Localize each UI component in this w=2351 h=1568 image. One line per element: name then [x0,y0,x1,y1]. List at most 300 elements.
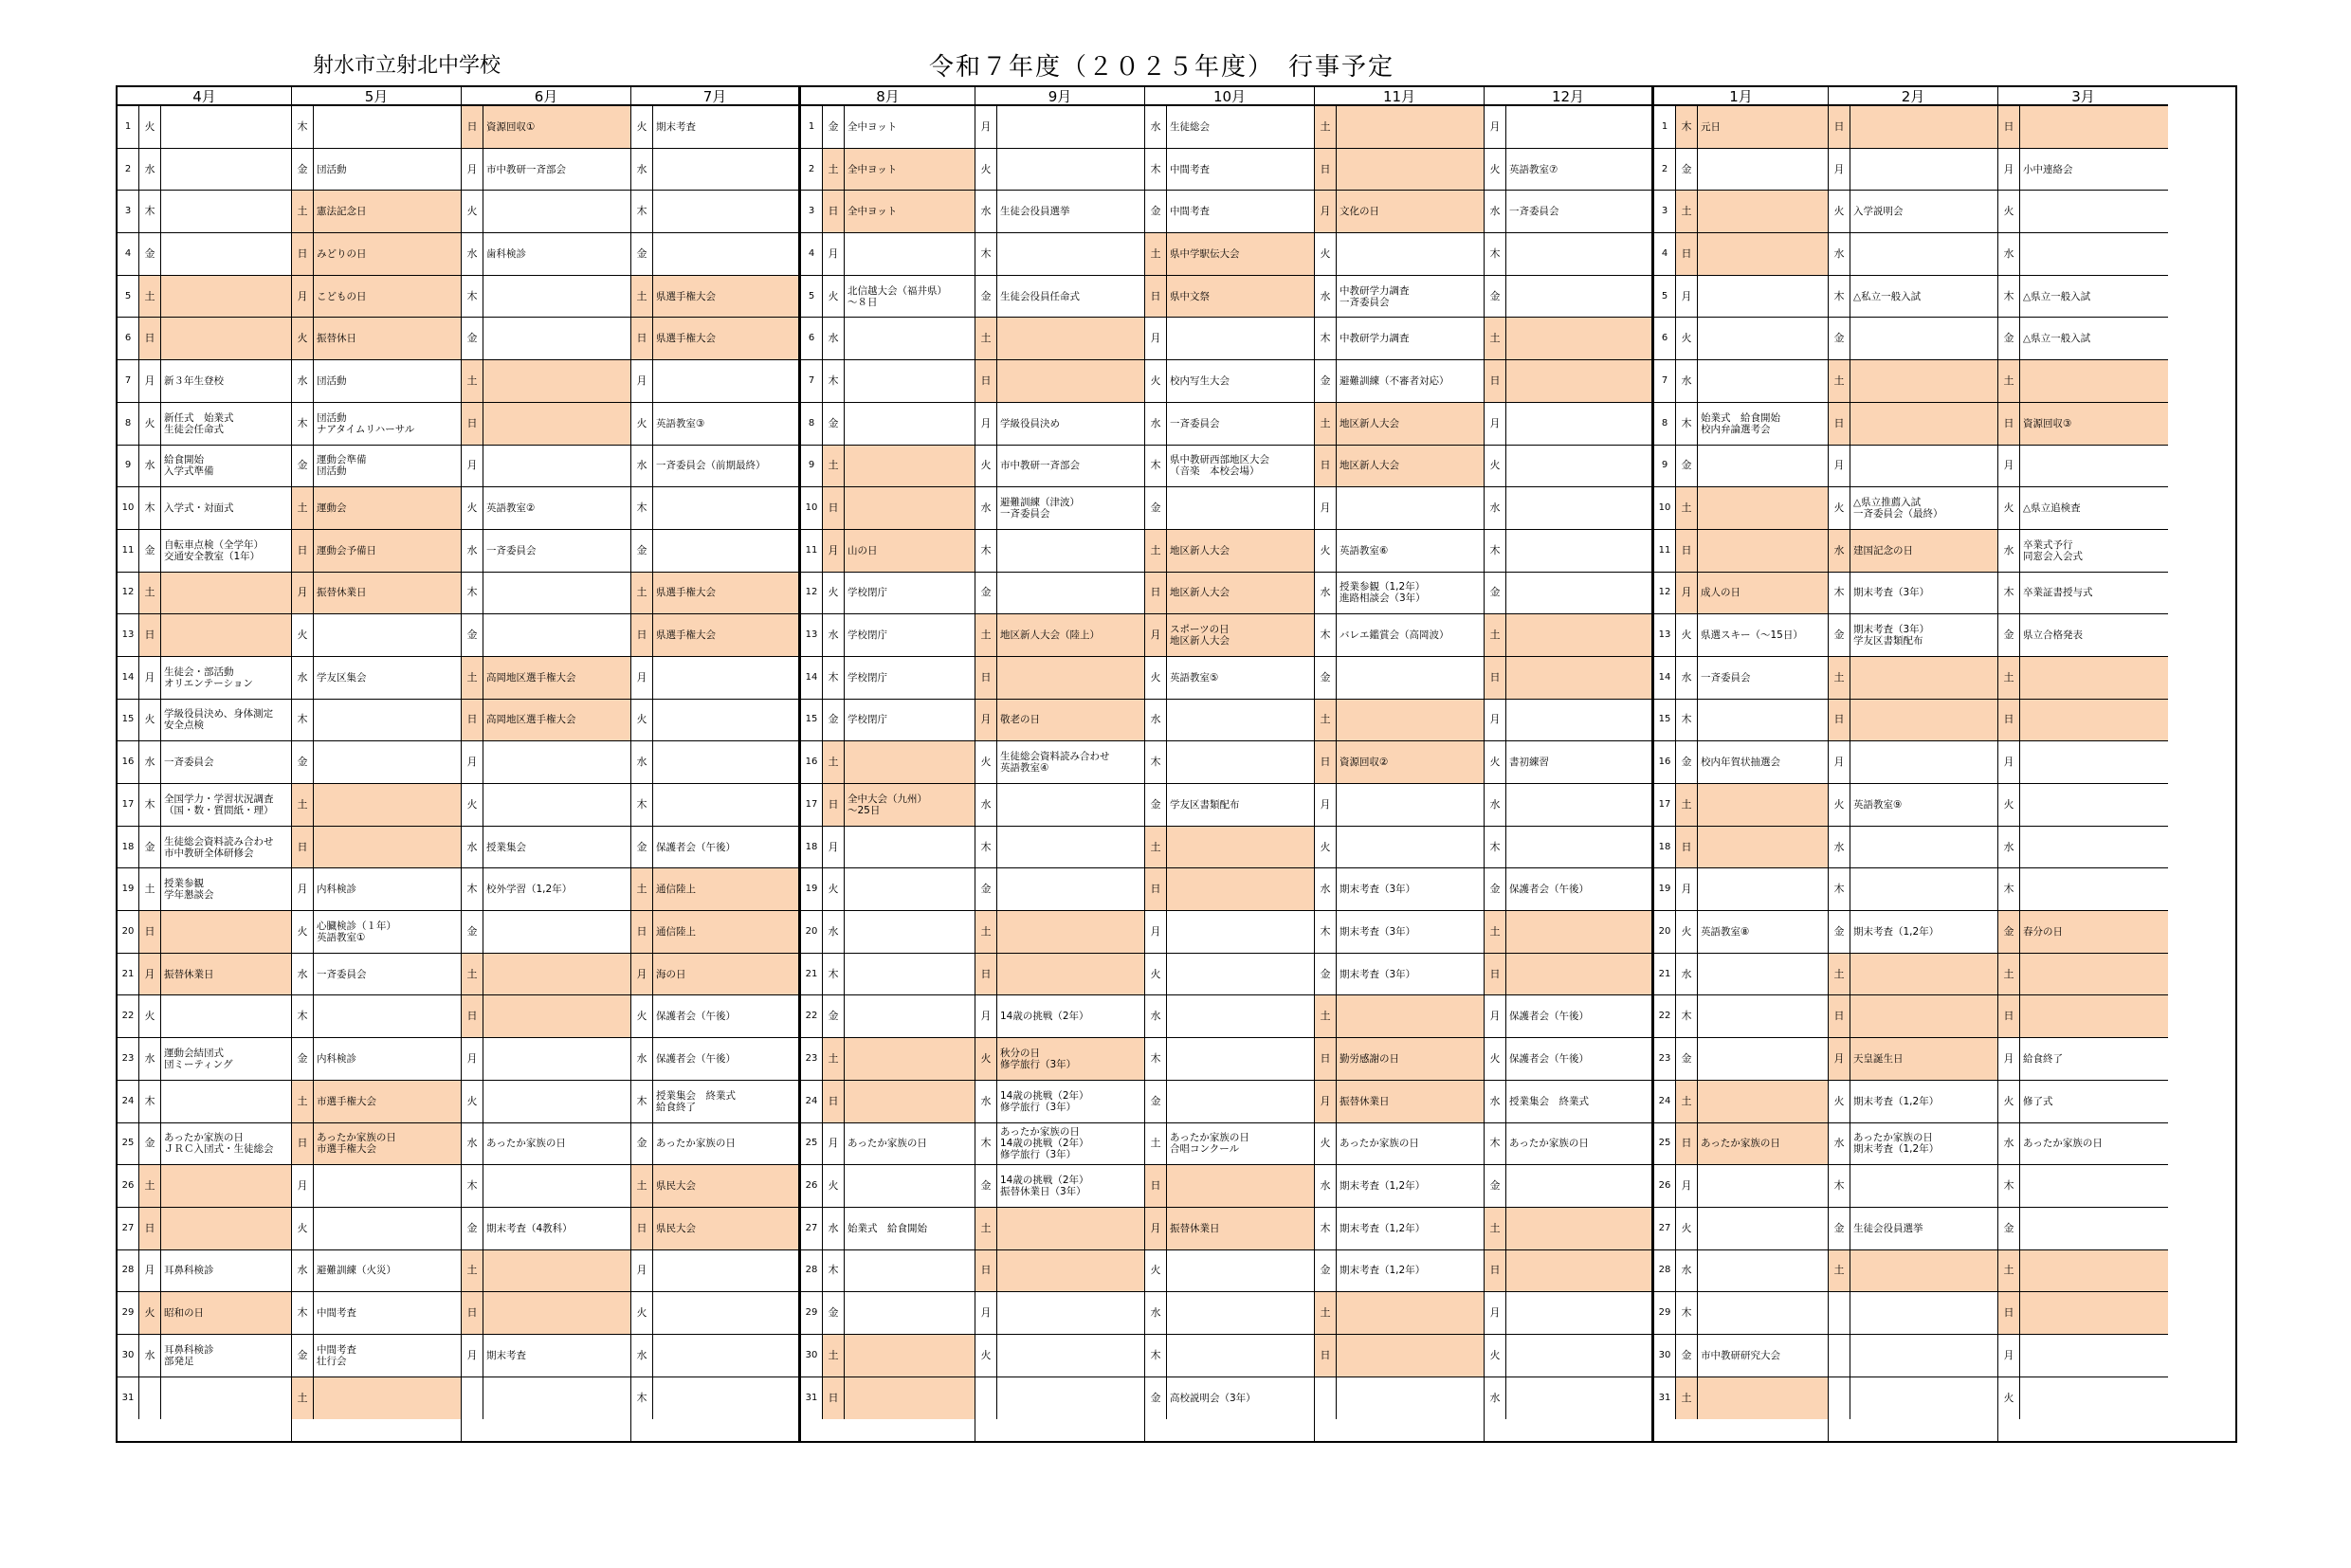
weekday: 火 [462,784,483,826]
day-cell [975,1081,1144,1123]
event-text [483,784,630,826]
weekday: 木 [1676,1292,1698,1334]
event-text [1850,995,1997,1037]
weekday: 水 [1315,276,1337,318]
event-text [845,1335,975,1377]
school-name: 射水市立射北中学校 [313,54,501,78]
weekday: 火 [1998,1081,2020,1122]
event-text [483,1250,630,1292]
weekday: 月 [1998,149,2020,191]
event-text [161,276,291,318]
day-number: 10 [118,487,139,529]
day-cell [292,911,461,954]
event-text [1698,1292,1828,1334]
event-text [483,191,630,232]
event-text [2020,233,2168,275]
weekday: 木 [1145,1038,1167,1080]
weekday: 金 [1485,573,1506,614]
day-cell [1485,487,1651,530]
event-text [997,911,1144,953]
weekday: 金 [975,573,997,614]
day-cell [292,360,461,403]
day-cell [1829,1208,1997,1250]
weekday: 火 [631,1292,653,1334]
day-number: 19 [801,868,823,910]
weekday: 火 [823,573,845,614]
event-text: あったか家族の日 期末考査（1,2年） [1853,1132,1940,1156]
day-cell [801,1208,975,1250]
weekday: 水 [1315,573,1337,614]
day-cell [1998,741,2168,784]
day-cell [631,1250,798,1293]
weekday: 火 [975,149,997,191]
weekday: 水 [1676,360,1698,402]
weekday: 金 [292,446,314,487]
day-cell [462,954,630,996]
event-text [1506,827,1651,868]
day-cell [462,741,630,784]
day-cell [118,1165,291,1208]
event-text: 中間考査 [317,1307,356,1320]
weekday: 水 [975,784,997,826]
weekday: 月 [1145,911,1167,953]
day-cell [1829,530,1997,573]
weekday: 土 [975,614,997,656]
weekday: 木 [823,657,845,699]
weekday: 木 [631,191,653,232]
weekday: 水 [823,318,845,359]
day-cell [1145,700,1314,742]
weekday: 火 [139,403,161,445]
day-cell [1145,1081,1314,1123]
event-text [1506,1208,1651,1249]
day-cell [1485,530,1651,573]
event-text: あったか家族の日 ＪＲＣ入団式・生徒総会 [164,1132,274,1156]
weekday: 木 [1998,276,2020,318]
event-text: 中教研学力調査 [1340,333,1410,345]
event-text: 敬老の日 [997,700,1144,741]
day-cell [1654,1123,1828,1166]
weekday: 水 [1485,1377,1506,1420]
weekday: 金 [823,1292,845,1334]
event-text [2020,827,2168,868]
weekday: 日 [1676,827,1698,868]
weekday: 水 [1485,1081,1506,1122]
day-number: 3 [118,191,139,232]
event-text [653,149,798,191]
weekday: 日 [823,1081,845,1122]
weekday: 火 [1485,741,1506,783]
month-column [1829,87,1998,1441]
event-text [483,1377,630,1420]
day-cell [1654,446,1828,488]
event-text [1506,1377,1651,1420]
event-text: 校外学習（1,2年） [486,884,573,896]
day-number: 7 [801,360,823,402]
event-text [2020,1208,2168,1249]
day-cell [1829,149,1997,191]
day-number: 21 [118,954,139,995]
day-number: 17 [1654,784,1676,826]
weekday: 土 [1145,530,1167,572]
day-cell [631,149,798,191]
event-text: 卒業証書授与式 [2023,587,2093,599]
day-cell [1485,1123,1651,1166]
event-text [1850,1165,1997,1207]
weekday: 火 [1829,1081,1850,1122]
weekday: 木 [1485,530,1506,572]
day-cell [292,1123,461,1166]
day-cell [975,276,1144,319]
weekday: 月 [631,1250,653,1292]
day-cell [1315,1377,1484,1420]
event-text: 一斉委員会 [486,544,537,556]
day-cell [1654,827,1828,869]
weekday: 土 [1145,233,1167,275]
event-text [483,360,630,402]
weekday: 水 [1145,700,1167,741]
event-text: 内科検診 [317,1052,356,1065]
event-text [997,106,1144,148]
event-text [1698,446,1828,487]
weekday: 日 [1145,868,1167,910]
event-text [1850,868,1997,910]
day-cell [801,995,975,1038]
day-cell [801,233,975,276]
day-cell [1145,149,1314,191]
event-text: あったか家族の日 14歳の挑戦（2年） 修学旅行（3年） [1000,1126,1089,1161]
day-cell [1829,106,1997,149]
weekday: 日 [462,403,483,445]
event-text: 団活動 [317,374,347,387]
day-cell [1145,868,1314,911]
day-cell [118,1081,291,1123]
weekday: 土 [1315,403,1337,445]
weekday: 月 [1829,149,1850,191]
event-text [161,573,291,614]
event-text: 小中連絡会 [2023,163,2073,175]
event-text: 地区新人大会 [1167,573,1314,614]
day-number: 29 [118,1292,139,1334]
day-number: 28 [118,1250,139,1292]
day-cell [975,530,1144,573]
day-cell [292,1165,461,1208]
weekday: 土 [1998,657,2020,699]
month-column [462,87,631,1441]
day-cell [462,1038,630,1081]
day-cell [118,614,291,657]
month-header: 1月 [1654,87,1828,106]
event-text [2020,360,2168,402]
event-text [997,573,1144,614]
day-number: 30 [1654,1335,1676,1377]
event-text [1337,233,1484,275]
weekday: 月 [823,530,845,572]
event-text [845,487,975,529]
event-text: 期末考査（1,2年） [1853,925,1940,938]
weekday: 水 [975,487,997,529]
event-text [1850,403,1997,445]
day-cell [1829,191,1997,233]
event-text: 一斉委員会（前期最終） [656,460,766,472]
day-cell [118,149,291,191]
day-cell [1485,995,1651,1038]
event-text: 期末考査（1,2年） [1340,1265,1426,1277]
event-text: 授業参観 学年懇談会 [164,878,214,902]
weekday: 土 [1676,191,1698,232]
event-text: △県立一般入試 [2023,290,2091,302]
weekday: 木 [631,1081,653,1122]
weekday: 水 [1829,530,1850,572]
weekday: 火 [1145,360,1167,402]
weekday: 火 [1676,614,1698,656]
event-text: 天皇誕生日 [1850,1038,1997,1080]
event-text [653,487,798,529]
day-number: 15 [1654,700,1676,741]
event-text [1506,446,1651,487]
weekday: 日 [1829,700,1850,741]
day-cell [975,191,1144,233]
day-cell [801,1123,975,1166]
day-cell [1829,403,1997,446]
weekday: 金 [292,1335,314,1377]
day-cell [1829,614,1997,657]
day-cell [631,614,798,657]
weekday: 金 [1829,1208,1850,1249]
day-number: 8 [801,403,823,445]
weekday: 土 [292,1377,314,1420]
day-cell [292,1377,461,1420]
weekday: 日 [1829,106,1850,148]
day-cell [975,1377,1144,1420]
event-text: 避難訓練（不審者対応） [1340,374,1449,387]
day-cell [1829,1038,1997,1081]
day-number: 12 [118,573,139,614]
weekday: 月 [975,700,997,741]
day-cell [975,657,1144,700]
day-cell [1829,487,1997,530]
event-text [2020,1335,2168,1377]
day-cell [631,1335,798,1377]
event-text [997,868,1144,910]
event-text [1698,233,1828,275]
day-cell [292,403,461,446]
weekday: 月 [1145,318,1167,359]
weekday: 金 [823,995,845,1037]
day-cell [1485,1081,1651,1123]
weekday: 水 [1676,1250,1698,1292]
day-cell [1654,1292,1828,1335]
day-number: 24 [801,1081,823,1122]
weekday: 月 [462,741,483,783]
day-number: 1 [118,106,139,148]
event-text: あったか家族の日 [1698,1123,1828,1165]
weekday: 木 [1145,1335,1167,1377]
weekday: 水 [139,446,161,487]
event-text [1506,276,1651,318]
weekday: 月 [292,868,314,910]
day-cell [631,995,798,1038]
day-cell [1654,700,1828,742]
day-cell [1485,784,1651,827]
day-cell [1315,233,1484,276]
day-cell [462,318,630,360]
day-cell [631,318,798,360]
event-text [1337,995,1484,1037]
weekday: 火 [1485,1335,1506,1377]
day-cell [292,149,461,191]
weekday: 木 [1829,573,1850,614]
day-cell [1315,1250,1484,1293]
day-cell [1315,1123,1484,1166]
event-text: 振替休業日 [314,573,461,614]
weekday: 木 [139,191,161,232]
weekday: 木 [292,1292,314,1334]
day-cell [1829,657,1997,700]
weekday: 日 [631,1208,653,1249]
event-text [1698,995,1828,1037]
weekday: 木 [139,487,161,529]
weekday: 水 [1676,954,1698,995]
day-cell [1829,741,1997,784]
weekday: 金 [1315,954,1337,995]
event-text: 憲法記念日 [314,191,461,232]
weekday: 火 [292,318,314,359]
weekday: 日 [1676,530,1698,572]
event-text: 県立合格発表 [2023,629,2083,642]
day-number: 4 [1654,233,1676,275]
weekday: 火 [462,487,483,529]
weekday: 日 [1315,446,1337,487]
weekday: 水 [1998,827,2020,868]
day-number: 22 [118,995,139,1037]
day-number: 11 [801,530,823,572]
event-text [314,106,461,148]
event-text [314,784,461,826]
day-cell [1998,995,2168,1038]
event-text [1167,1250,1314,1292]
day-cell [1145,1335,1314,1377]
event-text [1698,318,1828,359]
day-cell [1654,318,1828,360]
event-text [483,446,630,487]
day-cell [631,1038,798,1081]
day-number: 11 [1654,530,1676,572]
weekday: 火 [823,276,845,318]
day-cell [801,573,975,615]
event-text: 県民大会 [653,1208,798,1249]
day-cell [1145,1377,1314,1420]
event-text: 一斉委員会 [1701,671,1751,684]
event-text [483,1165,630,1207]
event-text [653,530,798,572]
weekday: 火 [631,700,653,741]
day-cell [801,487,975,530]
day-cell [975,403,1144,446]
event-text: 14歳の挑戦（2年） [1000,1011,1089,1023]
weekday: 火 [292,614,314,656]
day-number: 25 [1654,1123,1676,1165]
weekday: 木 [462,1165,483,1207]
day-cell [1829,954,1997,996]
weekday [1829,1335,1850,1377]
weekday: 金 [1998,318,2020,359]
event-text: あったか家族の日 [1340,1138,1419,1150]
weekday: 土 [1315,995,1337,1037]
day-number: 5 [801,276,823,318]
weekday: 火 [975,1335,997,1377]
day-cell [1485,360,1651,403]
event-text [483,954,630,995]
weekday: 火 [631,995,653,1037]
weekday: 水 [292,360,314,402]
day-cell [1654,784,1828,827]
day-cell [1485,614,1651,657]
day-cell [1485,403,1651,446]
event-text [483,911,630,953]
event-text [1698,1081,1828,1122]
event-text: 通信陸上 [653,868,798,910]
weekday: 火 [975,446,997,487]
event-text: 文化の日 [1337,191,1484,232]
event-text: あったか家族の日 [656,1138,736,1150]
month-column [1654,87,1829,1441]
month-column [975,87,1145,1441]
day-cell [631,1081,798,1123]
day-cell [1145,911,1314,954]
weekday: 日 [292,1123,314,1165]
event-text: 中間考査 [1170,163,1210,175]
weekday: 月 [1829,446,1850,487]
day-cell [292,1335,461,1377]
day-cell [631,276,798,319]
event-text [845,403,975,445]
event-text [1506,1335,1651,1377]
event-text [161,1081,291,1122]
day-cell [1315,530,1484,573]
weekday: 日 [1829,995,1850,1037]
event-text: 地区新人大会 [1167,530,1314,572]
event-text: 英語教室⑨ [1853,798,1903,811]
day-cell [801,1250,975,1293]
day-cell [1998,573,2168,615]
day-cell [292,106,461,149]
weekday: 木 [975,530,997,572]
day-cell [1145,360,1314,403]
event-text: 入学説明会 [1853,206,1904,218]
weekday: 日 [975,657,997,699]
event-text [1506,1292,1651,1334]
day-cell [1829,995,1997,1038]
event-text: 期末考査（3年） [1340,884,1416,896]
event-text [2020,1165,2168,1207]
event-text [997,318,1144,359]
event-text [997,1292,1144,1334]
day-cell [462,276,630,319]
day-cell [1654,530,1828,573]
weekday: 月 [1145,1208,1167,1249]
weekday: 木 [1315,614,1337,656]
event-text: 高岡地区選手権大会 [483,657,630,699]
day-cell [1145,530,1314,573]
weekday: 月 [1676,1165,1698,1207]
event-text [2020,106,2168,148]
weekday: 金 [1998,911,2020,953]
day-cell [1145,1208,1314,1250]
weekday: 木 [631,784,653,826]
weekday: 日 [1998,403,2020,445]
event-text [1337,700,1484,741]
